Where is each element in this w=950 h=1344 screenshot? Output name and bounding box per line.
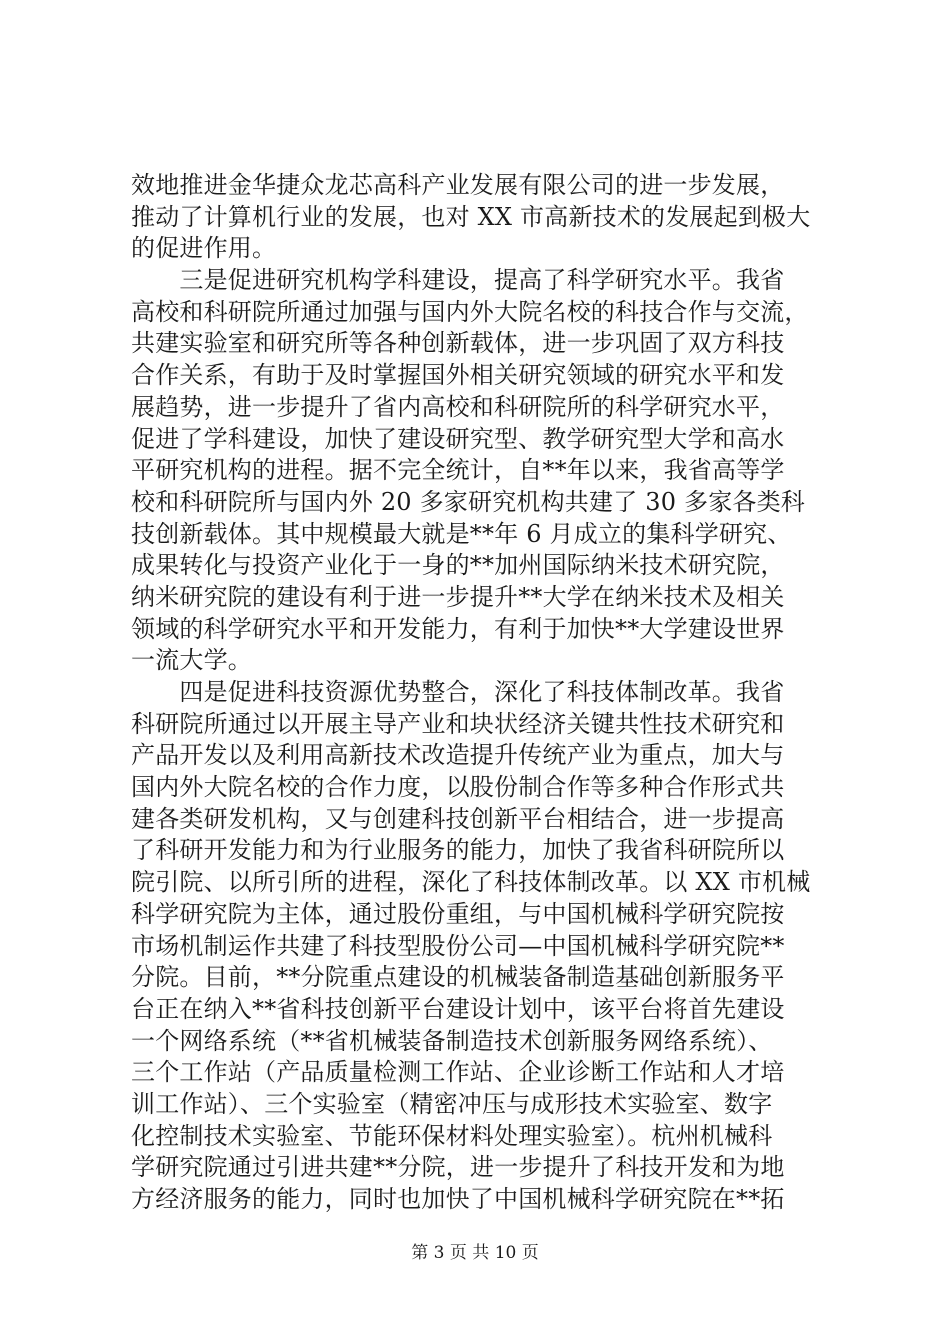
text-line: 三是促进研究机构学科建设，提高了科学研究水平。我省: [131, 266, 785, 295]
text-line: 共建实验室和研究所等各种创新载体，进一步巩固了双方科技: [131, 329, 785, 358]
body-text: [131, 170, 831, 1216]
text-line: 学研究院通过引进共建**分院，进一步提升了科技开发和为地: [131, 1153, 785, 1182]
text-line: 国内外大院名校的合作力度，以股份制合作等多种合作形式共: [131, 773, 785, 802]
text-line: 了科研开发能力和为行业服务的能力，加快了我省科研院所以: [131, 836, 785, 865]
text-line: 推动了计算机行业的发展，也对 XX 市高新技术的发展起到极大: [131, 202, 811, 231]
text-line: 技创新载体。其中规模最大就是**年 6 月成立的集科学研究、: [131, 519, 792, 548]
text-line: 三个工作站（产品质量检测工作站、企业诊断工作站和人才培: [131, 1058, 785, 1087]
text-line: 台正在纳入**省科技创新平台建设计划中，该平台将首先建设: [131, 994, 785, 1023]
text-line: 平研究机构的进程。据不完全统计，自**年以来，我省高等学: [131, 456, 785, 485]
text-line: 高校和科研院所通过加强与国内外大院名校的科技合作与交流，: [131, 297, 809, 326]
text-line: 化控制技术实验室、节能环保材料处理实验室）。杭州机械科: [131, 1121, 773, 1150]
text-line: 领域的科学研究水平和开发能力，有利于加快**大学建设世界: [131, 614, 785, 643]
text-line: 分院。目前，**分院重点建设的机械装备制造基础创新服务平: [131, 963, 785, 992]
text-line: 效地推进金华捷众龙芯高科产业发展有限公司的进一步发展，: [131, 171, 785, 199]
text-line: 训工作站）、三个实验室（精密冲压与成形技术实验室、数字: [131, 1089, 773, 1118]
text-line: 的促进作用。: [131, 234, 277, 263]
text-line: 科学研究院为主体，通过股份重组，与中国机械科学研究院按: [131, 899, 785, 928]
text-line: 一流大学。: [131, 646, 252, 675]
text-line: 市场机制运作共建了科技型股份公司—中国机械科学研究院**: [131, 931, 785, 960]
text-line: 促进了学科建设，加快了建设研究型、教学研究型大学和高水: [131, 424, 785, 453]
text-line: 一个网络系统（**省机械装备制造技术创新服务网络系统）、: [131, 1026, 773, 1055]
text-line: 展趋势，进一步提升了省内高校和科研院所的科学研究水平，: [131, 392, 785, 421]
text-line: 建各类研发机构，又与创建科技创新平台相结合，进一步提高: [131, 804, 785, 833]
text-line: 产品开发以及利用高新技术改造提升传统产业为重点，加大与: [131, 741, 785, 770]
text-line: 校和科研院所与国内外 20 多家研究机构共建了 30 多家各类科: [131, 487, 805, 516]
text-line: 合作关系，有助于及时掌握国外相关研究领域的研究水平和发: [131, 361, 785, 390]
text-line: 院引院、以所引所的进程，深化了科技体制改革。以 XX 市机械: [131, 868, 811, 897]
text-line: 科研院所通过以开展主导产业和块状经济关键共性技术研究和: [131, 709, 785, 738]
text-line: 方经济服务的能力，同时也加快了中国机械科学研究院在**拓: [131, 1185, 785, 1213]
text-line: 纳米研究院的建设有利于进一步提升**大学在纳米技术及相关: [131, 582, 785, 611]
text-line: 四是促进科技资源优势整合，深化了科技体制改革。我省: [131, 678, 785, 706]
page-number-footer: 第 3 页 共 10 页: [411, 1243, 539, 1263]
text-line: 成果转化与投资产业化于一身的**加州国际纳米技术研究院，: [131, 551, 785, 580]
